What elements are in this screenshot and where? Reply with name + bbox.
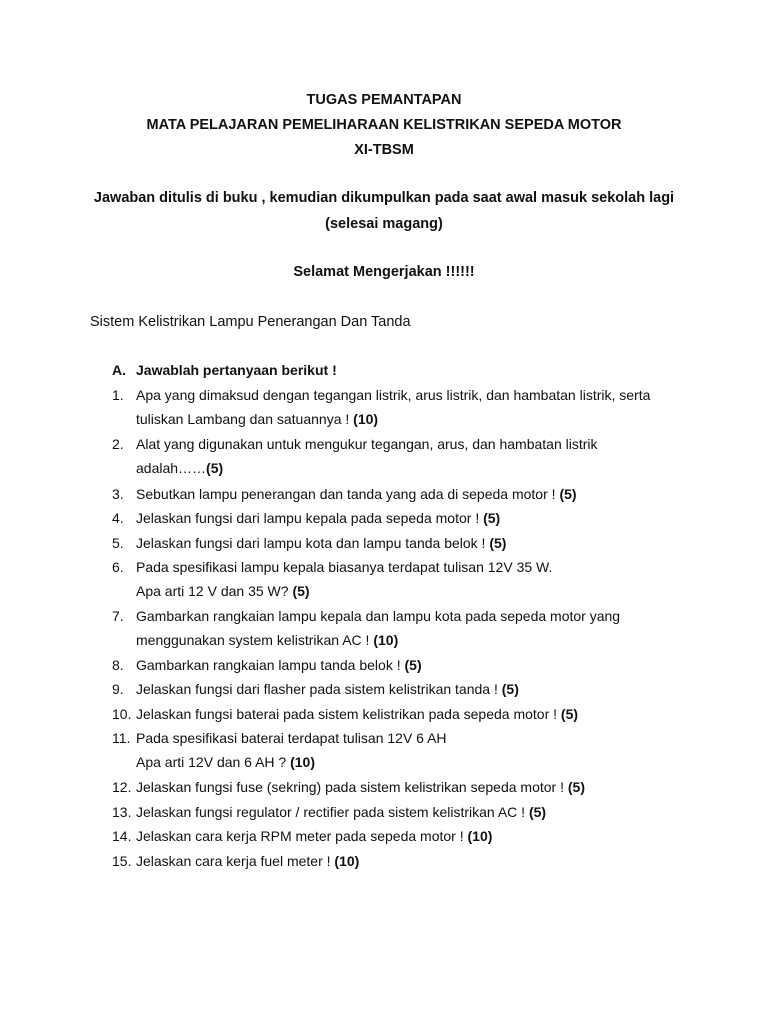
question-number: 14. — [112, 828, 132, 844]
question-points: (5) — [489, 535, 507, 551]
question-text-cont: Apa arti 12V dan 6 AH ? (10) — [136, 754, 316, 770]
doc-title: TUGAS PEMANTAPAN — [306, 92, 462, 108]
question-points: (5) — [559, 486, 577, 502]
question-points: (10) — [353, 411, 379, 427]
question-text: Jelaskan fungsi dari flasher pada sistem kelistrikan tanda ! (5) — [136, 681, 519, 697]
question-number: 7. — [112, 608, 124, 624]
instruction-line-1: Jawaban ditulis di buku , kemudian dikumpulkan pada saat awal masuk sekolah lagi — [93, 190, 675, 206]
question-text: Jelaskan fungsi baterai pada sistem kelistrikan pada sepeda motor ! (5) — [136, 706, 579, 722]
question-points: (10) — [290, 754, 316, 770]
question-number: 3. — [112, 486, 124, 502]
question-text: Jelaskan cara kerja fuel meter ! (10) — [136, 853, 360, 869]
question-number: 4. — [112, 510, 124, 526]
question-text: Sebutkan lampu penerangan dan tanda yang ada di sepeda motor ! (5) — [136, 486, 577, 502]
question-points: (10) — [467, 828, 493, 844]
question-points: (5) — [404, 657, 422, 673]
question-text-cont: tuliskan Lambang dan satuannya ! (10) — [136, 411, 379, 427]
question-number: 12. — [112, 779, 132, 795]
question-points: (5) — [292, 583, 310, 599]
question-text-cont: menggunakan system kelistrikan AC ! (10) — [136, 632, 399, 648]
section-title: Sistem Kelistrikan Lampu Penerangan Dan Tanda — [90, 314, 411, 330]
question-number: 2. — [112, 436, 124, 452]
question-text-cont: Apa arti 12 V dan 35 W? (5) — [136, 583, 310, 599]
question-text: Jelaskan fungsi fuse (sekring) pada sistem kelistrikan sepeda motor ! (5) — [136, 779, 585, 795]
question-number: 11. — [112, 730, 131, 746]
doc-subject: MATA PELAJARAN PEMELIHARAAN KELISTRIKAN SEPEDA MOTOR — [146, 117, 622, 133]
question-text: Jelaskan cara kerja RPM meter pada sepeda motor ! (10) — [136, 828, 493, 844]
question-text: Alat yang digunakan untuk mengukur tegangan, arus, dan hambatan listrik — [136, 436, 598, 452]
question-points: (5) — [483, 510, 501, 526]
question-number: 5. — [112, 535, 124, 551]
question-points: (10) — [334, 853, 360, 869]
question-text-cont: adalah……(5) — [136, 460, 224, 476]
question-number: 8. — [112, 657, 124, 673]
question-text: Apa yang dimaksud dengan tegangan listrik, arus listrik, dan hambatan listrik, serta — [136, 387, 651, 403]
question-text: Gambarkan rangkaian lampu kepala dan lampu kota pada sepeda motor yang — [136, 608, 621, 624]
question-text: Pada spesifikasi lampu kepala biasanya terdapat tulisan 12V 35 W. — [136, 559, 553, 575]
greeting: Selamat Mengerjakan !!!!!! — [293, 264, 475, 280]
question-points: (5) — [528, 804, 547, 820]
question-text: Gambarkan rangkaian lampu tanda belok ! (5) — [136, 657, 422, 673]
question-number: 9. — [112, 681, 124, 697]
question-points: (5) — [567, 779, 585, 795]
question-number: 13. — [112, 804, 132, 820]
question-number: 1. — [112, 387, 124, 403]
part-a-title: Jawablah pertanyaan berikut ! — [136, 362, 337, 378]
question-text: Pada spesifikasi baterai terdapat tulisan 12V 6 AH — [136, 730, 447, 746]
instruction-line-2: (selesai magang) — [325, 216, 443, 232]
question-number: 15. — [112, 853, 132, 869]
question-number: 6. — [112, 559, 124, 575]
doc-class: XI-TBSM — [354, 142, 414, 158]
question-number: 10. — [112, 706, 132, 722]
part-a-heading — [112, 361, 337, 379]
part-a-letter: A. — [112, 362, 126, 378]
question-points: (5) — [501, 681, 519, 697]
question-points: (10) — [373, 632, 399, 648]
question-text: Jelaskan fungsi dari lampu kepala pada sepeda motor ! (5) — [136, 510, 501, 526]
question-text: Jelaskan fungsi dari lampu kota dan lampu tanda belok ! (5) — [136, 535, 507, 551]
question-text: Jelaskan fungsi regulator / rectifier pada sistem kelistrikan AC ! (5) — [136, 804, 547, 820]
question-points: (5) — [560, 706, 579, 722]
question-points: (5) — [206, 460, 224, 476]
